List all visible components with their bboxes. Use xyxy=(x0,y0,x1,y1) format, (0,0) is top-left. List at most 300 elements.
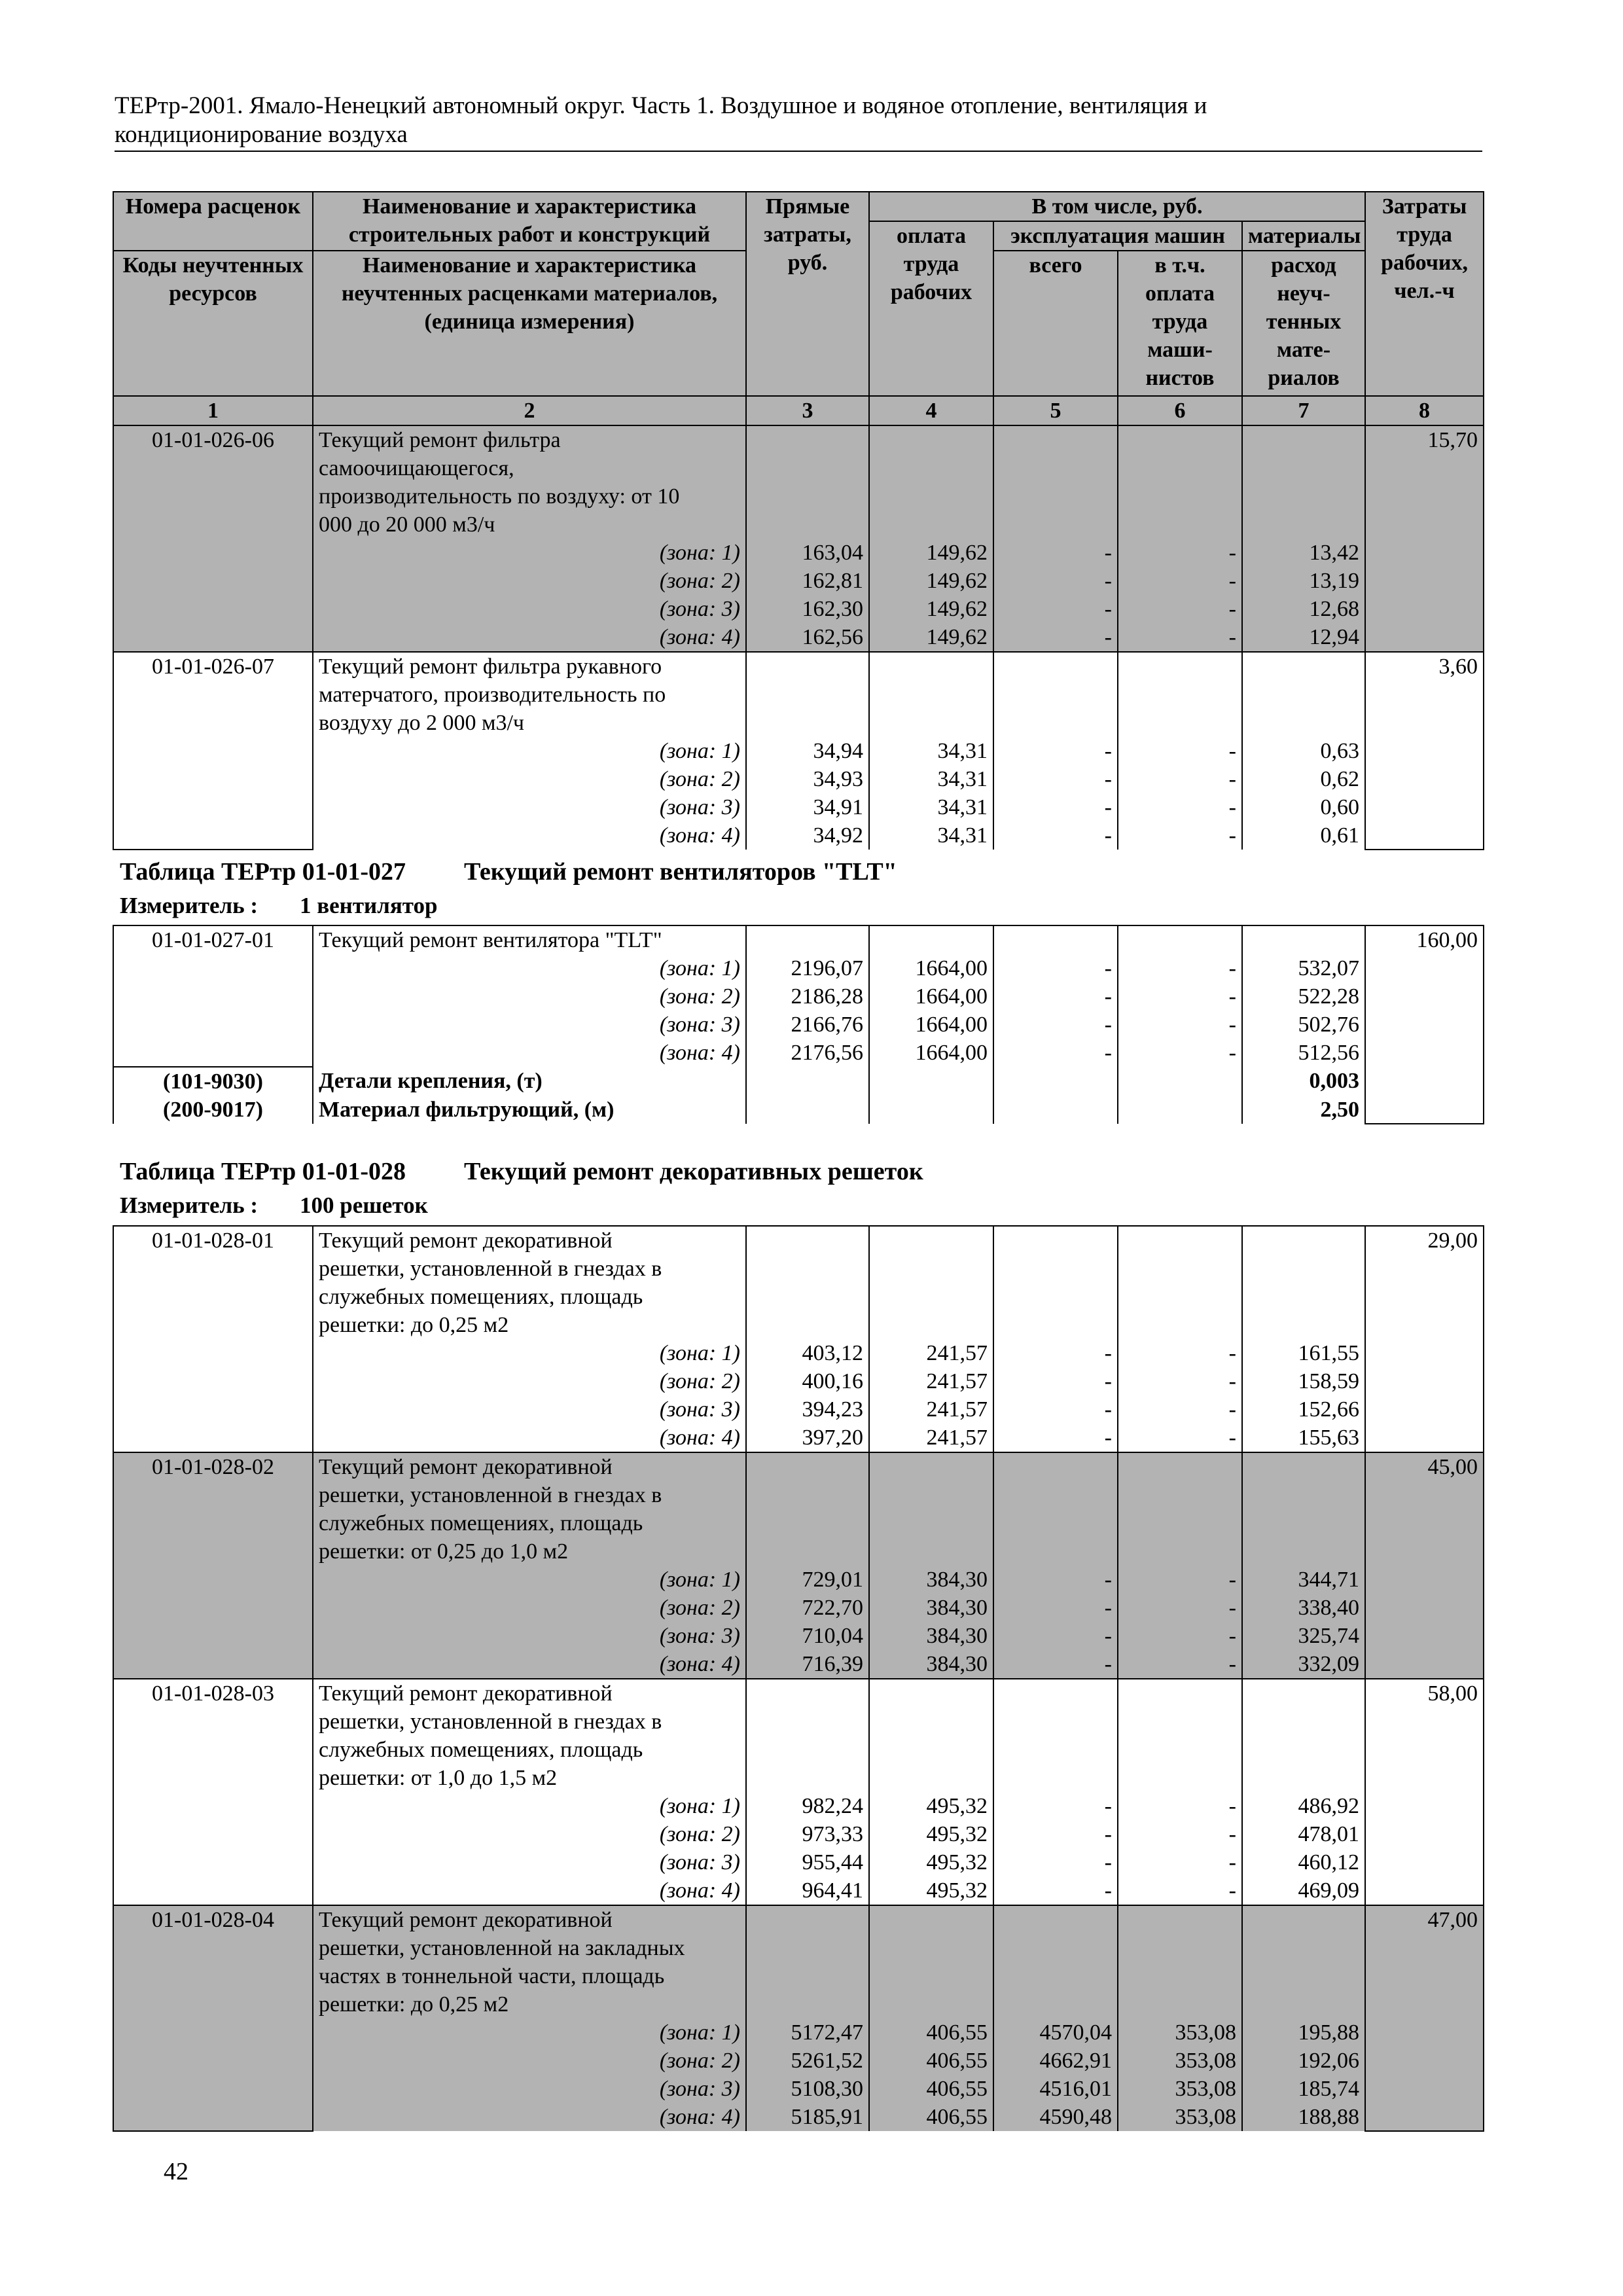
machinist-pay: 353,08 xyxy=(1118,2075,1242,2103)
direct-cost: 964,41 xyxy=(746,1876,869,1905)
item-row xyxy=(113,1339,1484,1367)
zone-label: (зона: 4) xyxy=(313,821,746,850)
direct-cost: 5108,30 xyxy=(746,2075,869,2103)
materials-cost: 0,62 xyxy=(1242,765,1365,793)
empty-cell xyxy=(1242,925,1365,954)
table-027-code: Таблица ТЕРтр 01-01-027 xyxy=(120,858,406,886)
item-row xyxy=(113,2103,1484,2131)
item-row xyxy=(113,1067,1484,1096)
col-nomera-header: Номера расценок xyxy=(113,192,313,251)
materials-cost: 0,60 xyxy=(1242,793,1365,821)
labor-cost: 45,00 xyxy=(1365,1452,1484,1679)
rate-name-line: Текущий ремонт декоративной xyxy=(319,1455,613,1479)
machines-total: - xyxy=(993,737,1118,765)
materials-cost: 502,76 xyxy=(1242,1011,1365,1039)
materials-cost: 486,92 xyxy=(1242,1792,1365,1820)
machines-total: - xyxy=(993,1848,1118,1876)
col-num: 2 xyxy=(313,396,746,425)
labor-pay: 495,32 xyxy=(869,1848,993,1876)
empty-cell xyxy=(1242,1905,1365,2018)
labor-pay: 495,32 xyxy=(869,1876,993,1905)
empty-cell xyxy=(1118,652,1242,737)
machines-total: - xyxy=(993,567,1118,595)
empty-cell xyxy=(869,652,993,737)
labor-pay: 241,57 xyxy=(869,1339,993,1367)
col-num: 1 xyxy=(113,396,313,425)
machinist-pay: - xyxy=(1118,1876,1242,1905)
labor-pay: 406,55 xyxy=(869,2075,993,2103)
zone-label: (зона: 3) xyxy=(313,595,746,623)
machines-total: - xyxy=(993,1820,1118,1848)
col-num: 8 xyxy=(1365,396,1484,425)
machines-total: - xyxy=(993,1622,1118,1650)
empty-cell xyxy=(746,425,869,539)
machines-total: - xyxy=(993,1424,1118,1452)
item-row xyxy=(113,821,1484,850)
labor-pay: 384,30 xyxy=(869,1566,993,1594)
rate-name-line: самоочищающегося, xyxy=(319,456,514,480)
item-row xyxy=(113,2018,1484,2047)
rate-name-line: Текущий ремонт декоративной xyxy=(319,1229,613,1253)
empty-cell xyxy=(869,1905,993,2018)
machines-total: 4516,01 xyxy=(993,2075,1118,2103)
col-kody-header: Коды неучтенных ресурсов xyxy=(113,251,313,396)
rate-name-line: решетки, установленной в гнездах в xyxy=(319,1257,662,1281)
machines-total: - xyxy=(993,539,1118,567)
materials-cost: 512,56 xyxy=(1242,1039,1365,1067)
rate-code: 01-01-026-06 xyxy=(113,425,313,652)
empty-cell xyxy=(869,1226,993,1339)
machines-total: 4662,91 xyxy=(993,2047,1118,2075)
item-row xyxy=(113,1848,1484,1876)
empty-cell xyxy=(746,1905,869,2018)
empty-cell xyxy=(1242,1226,1365,1339)
col-num: 5 xyxy=(993,396,1118,425)
machines-total: - xyxy=(993,595,1118,623)
table-027-title xyxy=(120,857,897,886)
empty-cell xyxy=(1242,1679,1365,1792)
labor-pay: 384,30 xyxy=(869,1594,993,1622)
col-pryamye-header: Прямые затраты, руб. xyxy=(746,192,869,396)
machinist-pay: - xyxy=(1118,954,1242,982)
empty-cell xyxy=(993,425,1118,539)
empty-cell xyxy=(746,1452,869,1566)
machinist-pay: 353,08 xyxy=(1118,2047,1242,2075)
labor-pay: 406,55 xyxy=(869,2047,993,2075)
materials-cost: 13,19 xyxy=(1242,567,1365,595)
empty-cell xyxy=(1118,425,1242,539)
machinist-pay: - xyxy=(1118,1622,1242,1650)
rate-code: 01-01-028-04 xyxy=(113,1905,313,2131)
resource-amount: 2,50 xyxy=(1242,1096,1365,1124)
rate-code: 01-01-028-02 xyxy=(113,1452,313,1679)
empty-cell xyxy=(993,1679,1118,1792)
zone-label: (зона: 1) xyxy=(313,1339,746,1367)
item-row xyxy=(113,1792,1484,1820)
direct-cost: 34,93 xyxy=(746,765,869,793)
rate-name xyxy=(313,1679,746,1792)
rates-table-026 xyxy=(113,191,1484,850)
labor-cost: 15,70 xyxy=(1365,425,1484,652)
machines-total: - xyxy=(993,1395,1118,1424)
machines-total: - xyxy=(993,982,1118,1011)
direct-cost: 729,01 xyxy=(746,1566,869,1594)
rate-name-line: служебных помещениях, площадь xyxy=(319,1285,643,1309)
rate-name xyxy=(313,1226,746,1339)
materials-cost: 13,42 xyxy=(1242,539,1365,567)
labor-pay: 495,32 xyxy=(869,1792,993,1820)
empty-cell xyxy=(746,1096,869,1124)
col-ekspl-header: эксплуатация машин xyxy=(993,221,1242,251)
zone-label: (зона: 1) xyxy=(313,1566,746,1594)
labor-pay: 241,57 xyxy=(869,1424,993,1452)
labor-cost: 47,00 xyxy=(1365,1905,1484,2131)
direct-cost: 400,16 xyxy=(746,1367,869,1395)
rate-name xyxy=(313,1452,746,1566)
empty-cell xyxy=(869,425,993,539)
labor-pay: 149,62 xyxy=(869,595,993,623)
empty-cell xyxy=(993,652,1118,737)
measure-value: 100 решеток xyxy=(300,1193,428,1218)
machinist-pay: - xyxy=(1118,1395,1242,1424)
machinist-pay: - xyxy=(1118,982,1242,1011)
zone-label: (зона: 4) xyxy=(313,1650,746,1679)
rate-name-line: Текущий ремонт декоративной xyxy=(319,1681,613,1706)
table-028-name: Текущий ремонт декоративных решеток xyxy=(464,1158,923,1185)
rate-code: 01-01-028-01 xyxy=(113,1226,313,1452)
machinist-pay: - xyxy=(1118,567,1242,595)
rate-name-line: матерчатого, производительность по xyxy=(319,683,666,707)
materials-cost: 158,59 xyxy=(1242,1367,1365,1395)
empty-cell xyxy=(1118,1226,1242,1339)
empty-cell xyxy=(993,925,1118,954)
machines-total: - xyxy=(993,1339,1118,1367)
item-row xyxy=(113,1096,1484,1124)
materials-cost: 155,63 xyxy=(1242,1424,1365,1452)
machinist-pay: - xyxy=(1118,1424,1242,1452)
running-header xyxy=(115,92,1482,152)
machines-total: - xyxy=(993,765,1118,793)
machinist-pay: - xyxy=(1118,623,1242,652)
empty-cell xyxy=(746,1679,869,1792)
rate-name-line: Текущий ремонт вентилятора "TLT" xyxy=(319,928,662,952)
item-row xyxy=(113,1594,1484,1622)
table-028-measure xyxy=(120,1193,428,1219)
machines-total: - xyxy=(993,623,1118,652)
rate-name-line: решетки: от 0,25 до 1,0 м2 xyxy=(319,1539,569,1564)
resource-code: (101-9030) xyxy=(113,1067,313,1096)
labor-cost: 29,00 xyxy=(1365,1226,1484,1452)
empty-cell xyxy=(1118,1067,1242,1096)
col-v-tom-chisle-header: В том числе, руб. xyxy=(869,192,1365,221)
running-header-line-2: кондиционирование воздуха xyxy=(115,121,408,148)
table-027-measure xyxy=(120,893,437,919)
item-row xyxy=(113,1039,1484,1067)
item-row xyxy=(113,1622,1484,1650)
labor-pay: 406,55 xyxy=(869,2103,993,2131)
rate-code: 01-01-028-03 xyxy=(113,1679,313,1905)
zone-label: (зона: 3) xyxy=(313,1848,746,1876)
empty-cell xyxy=(869,1067,993,1096)
item-row xyxy=(113,2047,1484,2075)
rate-name-line: частях в тоннельной части, площадь xyxy=(319,1964,665,1988)
direct-cost: 162,81 xyxy=(746,567,869,595)
materials-cost: 185,74 xyxy=(1242,2075,1365,2103)
item-row xyxy=(113,623,1484,652)
item-row xyxy=(113,1367,1484,1395)
materials-cost: 344,71 xyxy=(1242,1566,1365,1594)
zone-label: (зона: 1) xyxy=(313,539,746,567)
direct-cost: 2196,07 xyxy=(746,954,869,982)
machines-total: - xyxy=(993,1650,1118,1679)
zone-label: (зона: 1) xyxy=(313,737,746,765)
direct-cost: 716,39 xyxy=(746,1650,869,1679)
direct-cost: 2176,56 xyxy=(746,1039,869,1067)
rate-name-line: решетки: от 1,0 до 1,5 м2 xyxy=(319,1766,558,1790)
materials-cost: 152,66 xyxy=(1242,1395,1365,1424)
direct-cost: 5172,47 xyxy=(746,2018,869,2047)
empty-cell xyxy=(1118,1679,1242,1792)
item-row xyxy=(113,1566,1484,1594)
resource-amount: 0,003 xyxy=(1242,1067,1365,1096)
machinist-pay: - xyxy=(1118,1367,1242,1395)
labor-pay: 1664,00 xyxy=(869,1011,993,1039)
rate-name-line: решетки: до 0,25 м2 xyxy=(319,1992,509,2017)
direct-cost: 5261,52 xyxy=(746,2047,869,2075)
machines-total: - xyxy=(993,1594,1118,1622)
zone-label: (зона: 3) xyxy=(313,793,746,821)
machines-total: - xyxy=(993,1566,1118,1594)
direct-cost: 982,24 xyxy=(746,1792,869,1820)
materials-cost: 469,09 xyxy=(1242,1876,1365,1905)
col-num: 6 xyxy=(1118,396,1242,425)
empty-cell xyxy=(746,925,869,954)
resource-name: Материал фильтрующий, (м) xyxy=(313,1096,746,1124)
labor-cost: 160,00 xyxy=(1365,925,1484,1124)
machinist-pay: - xyxy=(1118,737,1242,765)
materials-cost: 0,61 xyxy=(1242,821,1365,850)
table-027-name: Текущий ремонт вентиляторов "TLT" xyxy=(464,858,897,886)
col-naim-neuch-header: Наименование и характеристика неучтенных расценками материалов, (единица измерения) xyxy=(313,251,746,396)
col-materialy-header: материалы xyxy=(1242,221,1365,251)
col-num: 4 xyxy=(869,396,993,425)
item-row xyxy=(113,1876,1484,1905)
labor-pay: 34,31 xyxy=(869,793,993,821)
zone-label: (зона: 2) xyxy=(313,567,746,595)
item-row xyxy=(113,2075,1484,2103)
machinist-pay: 353,08 xyxy=(1118,2018,1242,2047)
zone-label: (зона: 1) xyxy=(313,954,746,982)
item-row xyxy=(113,1650,1484,1679)
direct-cost: 397,20 xyxy=(746,1424,869,1452)
col-oplata-header: оплата труда рабочих xyxy=(869,221,993,396)
item-row xyxy=(113,765,1484,793)
empty-cell xyxy=(993,1226,1118,1339)
machines-total: - xyxy=(993,954,1118,982)
rate-name xyxy=(313,1905,746,2018)
item-row xyxy=(113,425,1484,454)
zone-label: (зона: 1) xyxy=(313,2018,746,2047)
labor-pay: 241,57 xyxy=(869,1395,993,1424)
empty-cell xyxy=(993,1096,1118,1124)
zone-label: (зона: 2) xyxy=(313,982,746,1011)
rate-name-line: решетки, установленной в гнездах в xyxy=(319,1710,662,1734)
rate-name-line: служебных помещениях, площадь xyxy=(319,1511,643,1535)
item-row xyxy=(113,1452,1484,1480)
rate-name-line: воздуху до 2 000 м3/ч xyxy=(319,711,525,735)
labor-cost: 58,00 xyxy=(1365,1679,1484,1905)
labor-pay: 149,62 xyxy=(869,567,993,595)
rate-name-line: Текущий ремонт фильтра рукавного xyxy=(319,655,662,679)
table-028-code: Таблица ТЕРтр 01-01-028 xyxy=(120,1158,406,1185)
resource-name: Детали крепления, (т) xyxy=(313,1067,746,1096)
zone-label: (зона: 1) xyxy=(313,1792,746,1820)
rate-name-line: 000 до 20 000 м3/ч xyxy=(319,512,495,537)
zone-label: (зона: 2) xyxy=(313,1594,746,1622)
machinist-pay: - xyxy=(1118,1566,1242,1594)
item-row xyxy=(113,1905,1484,1933)
materials-cost: 192,06 xyxy=(1242,2047,1365,2075)
zone-label: (зона: 4) xyxy=(313,1876,746,1905)
empty-cell xyxy=(869,925,993,954)
col-vtch-header: в т.ч. оплата труда маши-нистов xyxy=(1118,251,1242,396)
direct-cost: 722,70 xyxy=(746,1594,869,1622)
empty-cell xyxy=(1242,1452,1365,1566)
zone-label: (зона: 2) xyxy=(313,765,746,793)
item-row xyxy=(113,1395,1484,1424)
direct-cost: 403,12 xyxy=(746,1339,869,1367)
labor-pay: 241,57 xyxy=(869,1367,993,1395)
labor-pay: 34,31 xyxy=(869,737,993,765)
empty-cell xyxy=(1242,425,1365,539)
materials-cost: 460,12 xyxy=(1242,1848,1365,1876)
direct-cost: 5185,91 xyxy=(746,2103,869,2131)
materials-cost: 195,88 xyxy=(1242,2018,1365,2047)
rate-name-line: Текущий ремонт фильтра xyxy=(319,428,561,452)
measure-key: Измеритель : xyxy=(120,1193,259,1218)
labor-pay: 384,30 xyxy=(869,1650,993,1679)
zone-label: (зона: 2) xyxy=(313,2047,746,2075)
machinist-pay: - xyxy=(1118,821,1242,850)
direct-cost: 2166,76 xyxy=(746,1011,869,1039)
labor-pay: 384,30 xyxy=(869,1622,993,1650)
empty-cell xyxy=(1118,925,1242,954)
direct-cost: 34,92 xyxy=(746,821,869,850)
direct-cost: 163,04 xyxy=(746,539,869,567)
empty-cell xyxy=(869,1096,993,1124)
col-vsego-header: всего xyxy=(993,251,1118,396)
labor-pay: 34,31 xyxy=(869,765,993,793)
item-row xyxy=(113,1424,1484,1452)
zone-label: (зона: 4) xyxy=(313,2103,746,2131)
machines-total: - xyxy=(993,1039,1118,1067)
rate-name-line: служебных помещениях, площадь xyxy=(319,1738,643,1762)
zone-label: (зона: 4) xyxy=(313,1039,746,1067)
zone-label: (зона: 2) xyxy=(313,1820,746,1848)
zone-label: (зона: 2) xyxy=(313,1367,746,1395)
zone-label: (зона: 3) xyxy=(313,1011,746,1039)
direct-cost: 2186,28 xyxy=(746,982,869,1011)
col-naim-header: Наименование и характеристика строительных работ и конструкций xyxy=(313,192,746,251)
empty-cell xyxy=(1118,1452,1242,1566)
materials-cost: 161,55 xyxy=(1242,1339,1365,1367)
item-row xyxy=(113,1679,1484,1707)
item-row xyxy=(113,925,1484,954)
col-rashod-header: расход неуч-тенных мате-риалов xyxy=(1242,251,1365,396)
page-number: 42 xyxy=(164,2158,188,2185)
materials-cost: 338,40 xyxy=(1242,1594,1365,1622)
empty-cell xyxy=(993,1067,1118,1096)
machinist-pay: - xyxy=(1118,1650,1242,1679)
rate-code: 01-01-027-01 xyxy=(113,925,313,1067)
machinist-pay: - xyxy=(1118,539,1242,567)
empty-cell xyxy=(993,1452,1118,1566)
machines-total: - xyxy=(993,1792,1118,1820)
rates-table-028 xyxy=(113,1225,1484,2132)
materials-cost: 12,68 xyxy=(1242,595,1365,623)
running-header-line-1: ТЕРтр-2001. Ямало-Ненецкий автономный округ. Часть 1. Воздушное и водяное отопление, вентиляция и xyxy=(115,92,1207,119)
empty-cell xyxy=(1242,652,1365,737)
empty-cell xyxy=(869,1679,993,1792)
machinist-pay: - xyxy=(1118,1011,1242,1039)
machinist-pay: - xyxy=(1118,1792,1242,1820)
empty-cell xyxy=(1118,1905,1242,2018)
rate-name-line: производительность по воздуху: от 10 xyxy=(319,484,680,509)
rate-code: 01-01-026-07 xyxy=(113,652,313,850)
col-num: 3 xyxy=(746,396,869,425)
item-row xyxy=(113,595,1484,623)
labor-pay: 149,62 xyxy=(869,539,993,567)
direct-cost: 34,94 xyxy=(746,737,869,765)
materials-cost: 325,74 xyxy=(1242,1622,1365,1650)
machines-total: - xyxy=(993,821,1118,850)
materials-cost: 0,63 xyxy=(1242,737,1365,765)
direct-cost: 34,91 xyxy=(746,793,869,821)
item-row xyxy=(113,567,1484,595)
machinist-pay: - xyxy=(1118,1848,1242,1876)
materials-cost: 188,88 xyxy=(1242,2103,1365,2131)
machinist-pay: - xyxy=(1118,793,1242,821)
rate-name-line: Текущий ремонт декоративной xyxy=(319,1908,613,1932)
materials-cost: 522,28 xyxy=(1242,982,1365,1011)
direct-cost: 710,04 xyxy=(746,1622,869,1650)
labor-pay: 1664,00 xyxy=(869,982,993,1011)
machinist-pay: - xyxy=(1118,595,1242,623)
zone-label: (зона: 3) xyxy=(313,1395,746,1424)
direct-cost: 394,23 xyxy=(746,1395,869,1424)
item-row xyxy=(113,1011,1484,1039)
machines-total: 4590,48 xyxy=(993,2103,1118,2131)
direct-cost: 955,44 xyxy=(746,1848,869,1876)
empty-cell xyxy=(746,652,869,737)
zone-label: (зона: 3) xyxy=(313,1622,746,1650)
item-row xyxy=(113,1226,1484,1254)
empty-cell xyxy=(1118,1096,1242,1124)
measure-key: Измеритель : xyxy=(120,893,259,918)
materials-cost: 532,07 xyxy=(1242,954,1365,982)
rate-name-line: решетки: до 0,25 м2 xyxy=(319,1313,509,1337)
item-row xyxy=(113,793,1484,821)
machinist-pay: - xyxy=(1118,1339,1242,1367)
materials-cost: 332,09 xyxy=(1242,1650,1365,1679)
rate-name xyxy=(313,425,746,539)
labor-pay: 1664,00 xyxy=(869,954,993,982)
col-zatraty-header: Затраты труда рабочих, чел.-ч xyxy=(1365,192,1484,396)
machinist-pay: - xyxy=(1118,1039,1242,1067)
labor-pay: 34,31 xyxy=(869,821,993,850)
zone-label: (зона: 4) xyxy=(313,623,746,652)
empty-cell xyxy=(746,1226,869,1339)
